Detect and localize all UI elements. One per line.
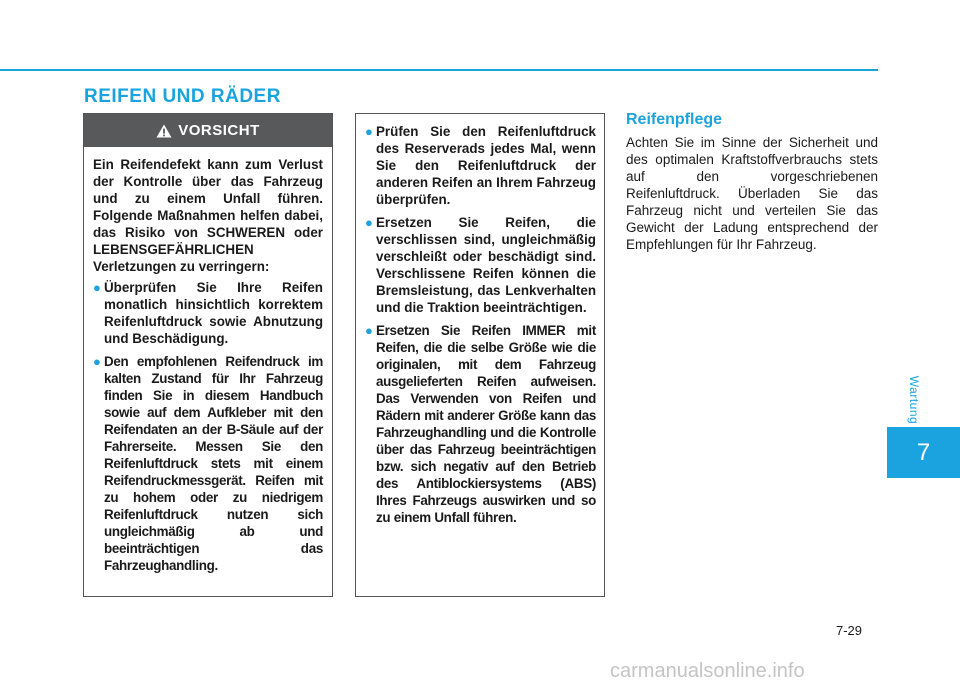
caution-bullet-text: Ersetzen Sie Reifen IMMER mit Reifen, die die selbe Größe wie die originalen, mit dem Fahrzeug ausgelieferten Reifen aufweisen. Das Verwenden von Reifen und Rädern mit anderer Größe kann das Fahrzeughandling und die Kontrolle über das Fahrzeug beeinträchtigen bzw. sich negativ auf den Betrieb des Antiblockiersystems (ABS) Ihres Fahrzeugs auswirken und so zu einem Unfall führen. [376,323,596,525]
caution-bullet [365,123,596,208]
watermark[interactable]: carmanualsonline.info [610,660,805,682]
tire-care-body: Achten Sie im Sinne der Sicherheit und des optimalen Kraftstoffverbrauchs stets auf den vorgeschriebenen Reifenluftdruck. Überladen Sie das Fahrzeug nicht und verteilen Sie das Gewicht der Ladung entsprechend der Empfehlungen für Ihr Fahrzeug. [626,135,878,252]
caution-box [83,113,333,597]
chapter-side-label-text: Wartung [907,375,921,425]
page-number: 7-29 [836,623,863,638]
caution-bullet-text: Den empfohlenen Reifendruck im kalten Zustand für Ihr Fahrzeug finden Sie in diesem Handbuch sowie auf dem Aufkleber mit den Reifendaten an der B-Säule auf der Fahrerseite. Messen Sie den Reifenluftdruck stets mit einem Reifendruckmessgerät. Reifen mit zu hohem oder zu niedrigem Reifenluftdruck nutzen sich ungleichmäßig ab und beeinträchtigen das Fahrzeughandling. [104,354,323,573]
tire-care-section [626,111,878,253]
section-title: REIFEN UND RÄDER [84,86,281,107]
bullet-icon: ● [93,280,101,295]
caution-continued-box [355,113,605,597]
bullet-icon: ● [365,215,373,230]
chapter-side-label [904,370,924,430]
caution-intro: Ein Reifendefekt kann zum Verlust der Kontrolle über das Fahrzeug und zu einem Unfall führen. Folgende Maßnahmen helfen dabei, das Risiko von SCHWEREN oder LEBENSGEFÄHRLICHEN Verletzungen zu verringern: [93,157,323,274]
caution-body [84,147,332,574]
warning-icon [156,124,172,138]
caution-title: VORSICHT [178,122,260,139]
caution-bullet [365,322,596,526]
caution-bullet [365,214,596,316]
caution-bullets [93,279,323,574]
bullet-icon: ● [93,354,101,369]
caution-bullet-text: Prüfen Sie den Reifenluftdruck des Reserverads jedes Mal, wenn Sie den Reifenluftdruck der anderen Reifen an Ihrem Fahrzeug überprüfen. [376,124,596,207]
caution-bullet [93,279,323,347]
header-rule [0,69,878,71]
bullet-icon: ● [365,124,373,139]
caution-bullet-text: Überprüfen Sie Ihre Reifen monatlich hinsichtlich korrektem Reifenluftdruck sowie Abnutzung und Beschädigung. [104,280,323,346]
caution-bullet-text: Ersetzen Sie Reifen, die verschlissen sind, ungleichmäßig verschleißt oder beschädigt sind. Verschlissene Reifen können die Bremsleistung, das Lenkverhalten und die Traktion beeinträchtigen. [376,215,596,315]
caution-continued-bullets [365,123,596,526]
caution-bullet [93,353,323,574]
bullet-icon: ● [365,323,373,338]
chapter-tab[interactable]: 7 [887,427,960,478]
tire-care-heading: Reifenpflege [626,111,723,128]
caution-header [84,114,332,147]
